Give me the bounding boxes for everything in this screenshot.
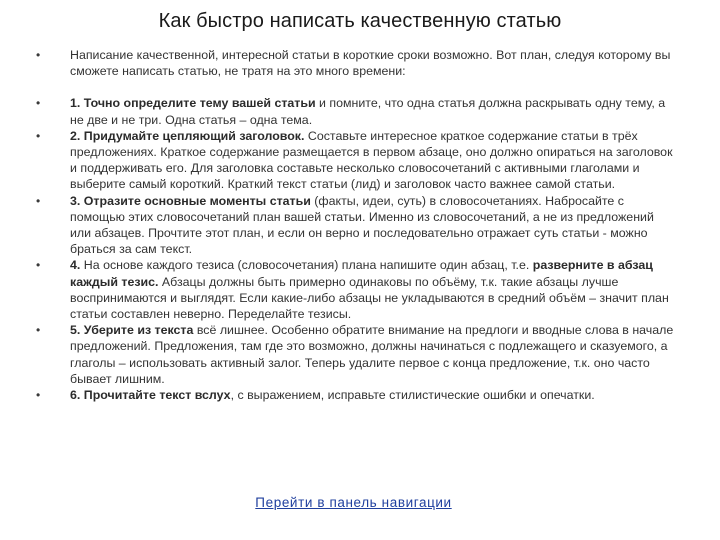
step-number: 4. [70,258,81,273]
step-text: , с выражением, исправьте стилистические ошибки и опечатки. [230,388,595,403]
step-6 [36,387,676,403]
step-number: 3. [70,193,81,208]
step-5 [36,322,676,387]
step-number: 6. [70,388,81,403]
bullet-dot: • [36,48,41,62]
step-3 [36,193,676,258]
step-number: 1. [70,96,81,111]
slide-title: Как быстро написать качественную статью [158,10,562,32]
step-text: (факты, идеи, суть) в словосочетаниях. Набросайте с помощью этих словосочетаний план вашей статьи. Именно из словосочетаний, а не из предложений или абзацев. Прочтите этот план, и если он верно и последовательно отражает суть статьи - можно браться за сам текст. [70,193,654,257]
step-heading: Отразите основные моменты статьи [83,193,311,208]
navigation-panel-link[interactable]: Перейти в панель навигации [255,495,452,510]
bullet-dot: • [36,323,41,338]
intro-text: Написание качественной, интересной статьи в короткие сроки возможно. Вот план, следуя которому вы сможете написать статью, не тратя на это много времени: [70,48,671,79]
step-2 [36,128,676,193]
intro-paragraph [36,47,676,79]
bullet-dot: • [36,258,41,273]
bullet-dot: • [36,193,41,208]
step-heading: разверните в абзац каждый тезис. [70,258,653,289]
bullet-list [36,47,676,403]
step-text: Составьте интересное краткое содержание статьи в трёх предложениях. Краткое содержание размещается в первом абзаце, оно должно опираться на заголовок и поддерживать его. Для заголовка составьте несколько словосочетаний с активными глаголами и выберите самый короткий. Краткий текст статьи (лид) и заголовок часто важнее самой статьи. [70,128,673,192]
step-text: и помните, что одна статья должна раскрывать одну тему, а не две и не три. Одна статья – одна тема. [70,96,666,127]
step-1 [36,95,676,127]
step-number: 5. [70,323,81,338]
step-heading: Придумайте цепляющий заголовок. [83,128,305,143]
bullet-dot: • [36,96,41,111]
step-number: 2. [70,128,81,143]
step-text: Абзацы должны быть примерно одинаковы по объёму, т.к. такие абзацы лучше воспринимаются и выглядят. Если какие-либо абзацы не укладываются в средний объём – значит план статьи составлен неверно. Переделайте тезисы. [70,274,669,322]
step-4 [36,257,676,322]
step-heading: Прочитайте текст вслух [83,388,231,403]
bullet-dot: • [36,128,41,143]
step-text: всё лишнее. Особенно обратите внимание на предлоги и вводные слова в начале предложений. Предложения, там где это возможно, должны начинаться с подлежащего и сказуемого, а глаголы – использовать активный залог. Теперь удалите первое с конца предложение, т.к. оно часто бывает лишним. [70,323,674,386]
step-pre-text: На основе каждого тезиса (словосочетания) плана напишите один абзац, т.е. [80,258,533,273]
bullet-dot: • [36,388,41,403]
step-heading: Уберите из текста [83,323,194,338]
step-heading: Точно определите тему вашей статьи [83,96,316,111]
